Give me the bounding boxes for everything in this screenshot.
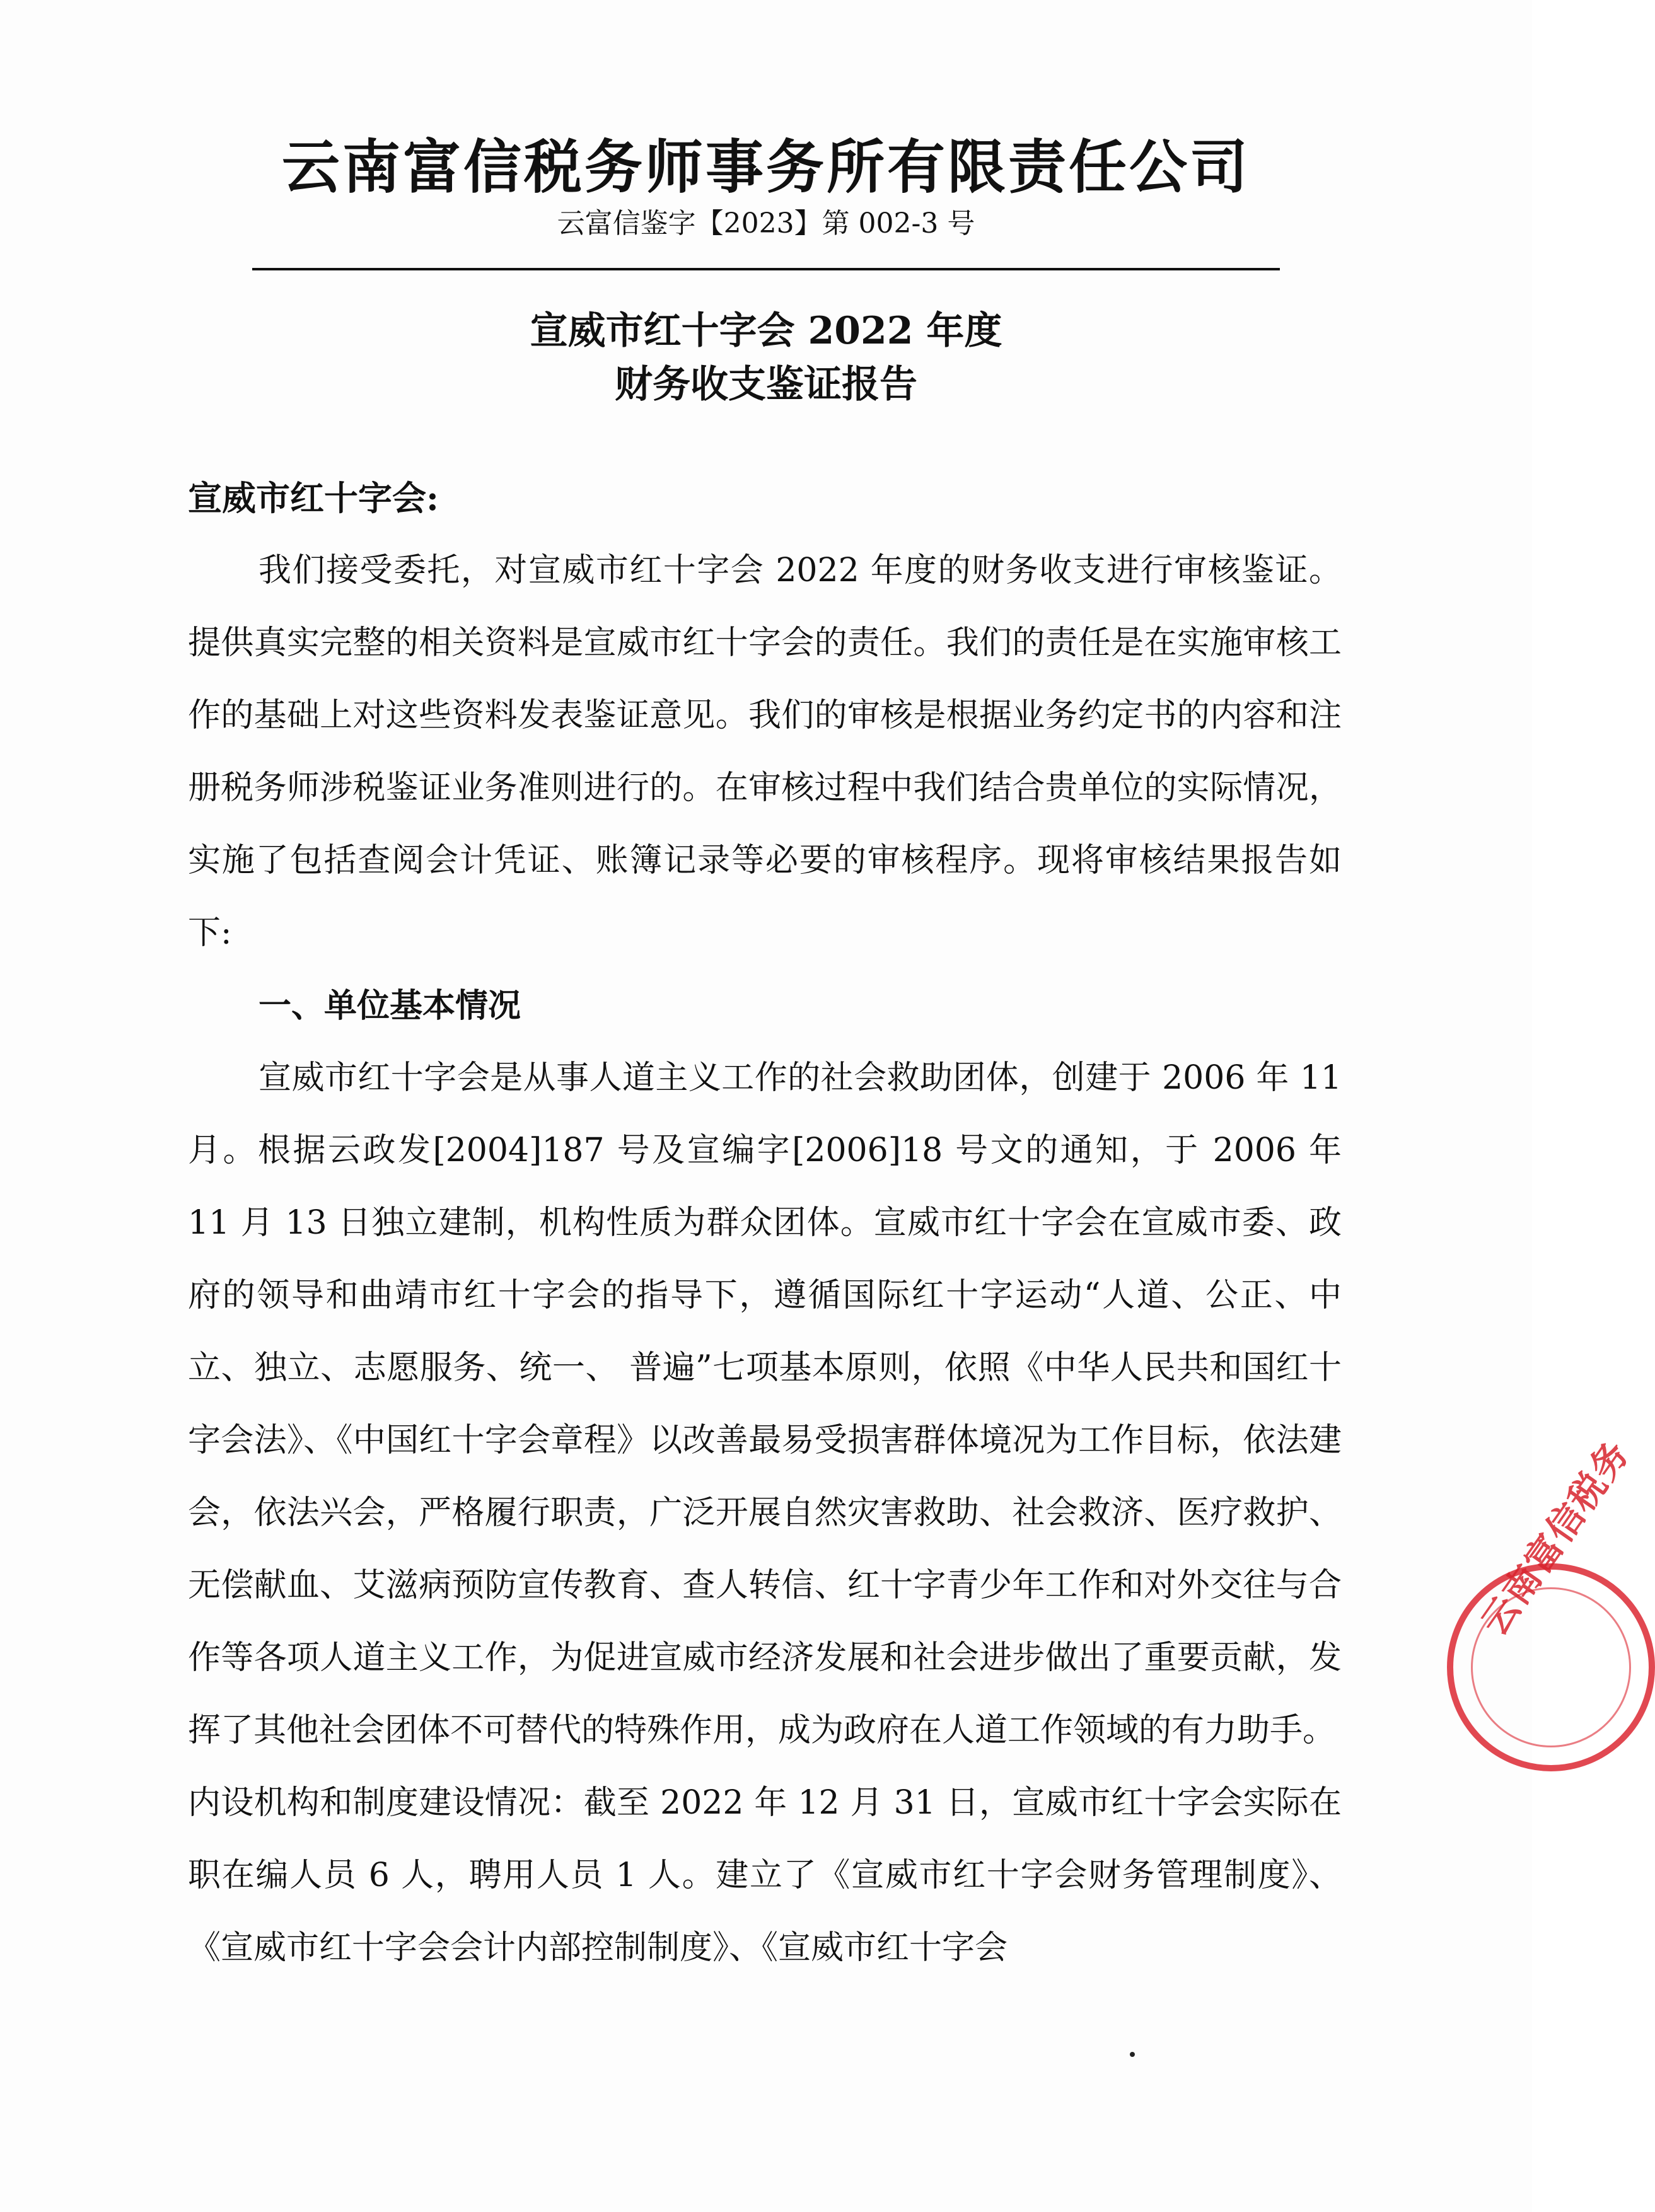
document-number: 云富信鉴字【2023】第 002-3 号	[557, 207, 975, 240]
section-heading: 一、单位基本情况	[258, 987, 521, 1025]
seal-text: 云南富信税务	[1472, 1432, 1638, 1643]
report-body	[188, 535, 1342, 1984]
report-title-line2: 财务收支鉴证报告	[615, 362, 917, 407]
company-seal	[1447, 1432, 1655, 1771]
salutation: 宣威市红十字会:	[188, 478, 439, 518]
ink-dot	[1130, 2052, 1135, 2057]
intro-paragraph: 我们接受委托，对宣威市红十字会 2022 年度的财务收支进行审核鉴证。提供真实完整的相关资料是宣威市红十字会的责任。我们的责任是在实施审核工作的基础上对这些资料发表鉴证意见。我们的审核是根据业务约定书的内容和注册税务师涉税鉴证业务准则进行的。在审核过程中我们结合贵单位的实际情况，实施了包括查阅会计凭证、账簿记录等必要的审核程序。现将审核结果报告如下:	[188, 552, 1342, 952]
report-title-line1: 宣威市红十字会 2022 年度	[530, 309, 1002, 353]
section1-paragraph: 宣威市红十字会是从事人道主义工作的社会救助团体，创建于 2006 年 11 月。根据云政发[2004]187 号及宣编字[2006]18 号文的通知，于 2006 年 11 月 13 日独立建制，机构性质为群众团体。宣威市红十字会在宣威市委、政府的领导和曲靖市红十字会的指导下，遵循国际红十字运动“人道、公正、中立、独立、志愿服务、统一、 普遍”七项基本原则，依照《中华人民共和国红十字会法》、《中国红十字会章程》以改善最易受损害群体境况为工作目标，依法建会，依法兴会，严格履行职责，广泛开展自然灾害救助、社会救济、医疗救护、无偿献血、艾滋病预防宣传教育、查人转信、红十字青少年工作和对外交往与合作等各项人道主义工作，为促进宣威市经济发展和社会进步做出了重要贡献，发挥了其他社会团体不可替代的特殊作用，成为政府在人道工作领域的有力助手。	[188, 1059, 1342, 1749]
company-title: 云南富信税务师事务所有限责任公司	[281, 133, 1250, 201]
staffing-paragraph: 内设机构和制度建设情况：截至 2022 年 12 月 31 日，宣威市红十字会实际在职在编人员 6 人，聘用人员 1 人。建立了《宣威市红十字会财务管理制度》、 《宣威市红十字会会计内部控制制度》、《宣威市红十字会	[188, 1784, 1342, 1967]
header-divider	[252, 268, 1280, 270]
